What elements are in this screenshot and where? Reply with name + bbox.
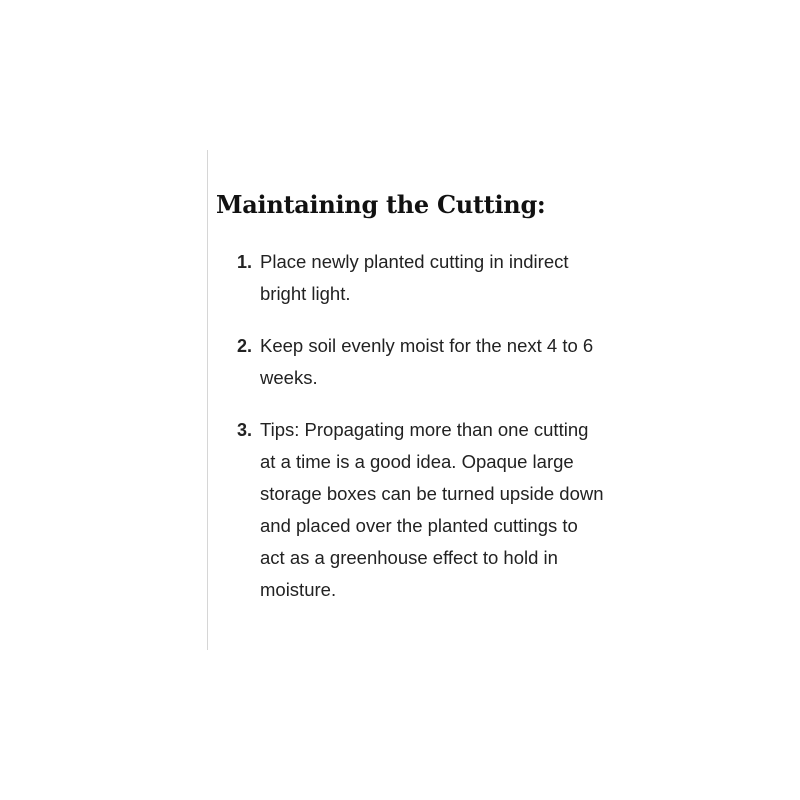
step-text: Place newly planted cutting in indirect bright light.: [260, 251, 569, 304]
step-text: Keep soil evenly moist for the next 4 to 6 weeks.: [260, 335, 594, 388]
article-section: [216, 188, 606, 626]
steps-list: [216, 246, 606, 606]
step-text: Tips: Propagating more than one cutting at a time is a good idea. Opaque large storage boxes can be turned upside down and placed over the planted cuttings to act as a greenhouse effect to hold in moisture.: [260, 419, 604, 600]
step-number: 2.: [236, 336, 252, 356]
list-item: [216, 246, 606, 310]
step-number: 1.: [236, 252, 252, 272]
vertical-divider: [207, 150, 208, 650]
list-item: [216, 414, 606, 606]
list-item: [216, 330, 606, 394]
step-number: 3.: [236, 420, 252, 440]
section-heading: Maintaining the Cutting:: [216, 190, 546, 219]
